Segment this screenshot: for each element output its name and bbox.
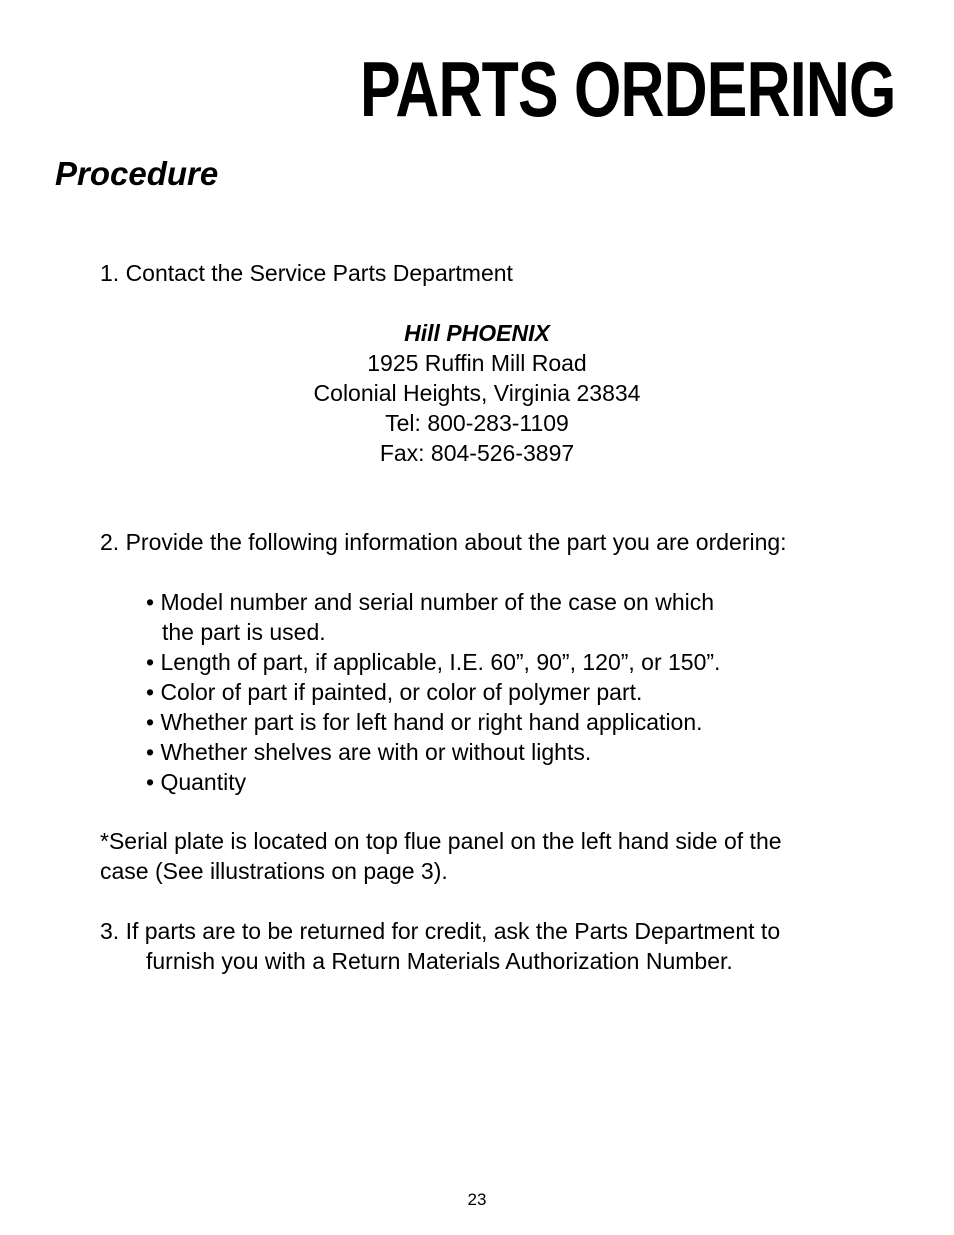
step-3-line: 3. If parts are to be returned for credit, ask the Parts Department to: [100, 918, 781, 944]
contact-address-block: [0, 318, 954, 468]
page-number: 23: [467, 1190, 487, 1209]
city-state-zip: Colonial Heights, Virginia 23834: [313, 380, 641, 406]
note-line: case (See illustrations on page 3).: [100, 858, 448, 884]
section-heading: Procedure: [55, 155, 219, 192]
list-item: • Whether shelves are with or without lights.: [146, 739, 592, 765]
serial-plate-note: [100, 826, 782, 886]
list-item-continuation: the part is used.: [162, 619, 326, 645]
list-item: • Whether part is for left hand or right hand application.: [146, 709, 703, 735]
company-name: Hill PHOENIX: [404, 320, 550, 346]
list-item: • Color of part if painted, or color of polymer part.: [146, 679, 643, 705]
page-title: PARTS ORDERING: [360, 45, 896, 133]
fax-number: Fax: 804-526-3897: [379, 440, 575, 466]
step-1-text: 1. Contact the Service Parts Department: [100, 260, 513, 286]
street-address: 1925 Ruffin Mill Road: [367, 350, 587, 376]
telephone-number: Tel: 800-283-1109: [385, 410, 569, 436]
step-3-line-continuation: furnish you with a Return Materials Authorization Number.: [146, 948, 733, 974]
step-3-text: [100, 916, 780, 976]
required-info-list: [146, 587, 720, 797]
step-2-text: 2. Provide the following information about the part you are ordering:: [100, 529, 787, 555]
note-line: *Serial plate is located on top flue panel on the left hand side of the: [100, 828, 782, 854]
list-item: • Quantity: [146, 769, 247, 795]
list-item: • Model number and serial number of the case on which: [146, 589, 715, 615]
list-item: • Length of part, if applicable, I.E. 60”, 90”, 120”, or 150”.: [146, 649, 721, 675]
